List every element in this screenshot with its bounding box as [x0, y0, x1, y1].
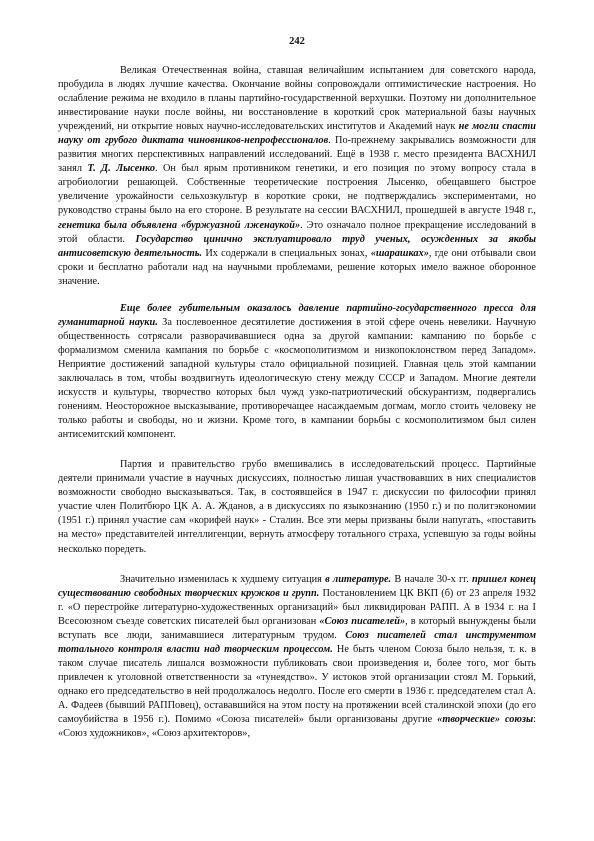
paragraph-humanities: [58, 302, 536, 442]
paragraph-literature: [58, 573, 536, 742]
text-run: , в который вынуждены были вступать все люди, занимавшиеся литературным трудом.: [58, 615, 536, 641]
text-run: За послевоенное десятилетие достижения в этой сфере очень невелики. Научную общественность сотрясали разворачивавшиеся одна за другой кампании: кампанию по борьбе с формализмом сменила кампания по борьбе с «космополитизмом и низкопоклонством перед Западом». Неприятие достижений западной культуры стало официальной позицией. Главная цель этой кампании заключалась в том, чтобы воздвигнуть идеологическую стену между СССР и Западом. Многие деятели искусств и культуры, творчество которых был чужд узко-патриотический обскурантизм, подвергались гонениям. Неосторожное высказывание, противоречащее насаждаемым догмам, могло стоить человеку не только работы и свободы, но и жизни. Кроме того, в кампании борьбы с космополитизмом был силен антисемитский компонент.: [58, 316, 536, 441]
emphasis: Еще более губительным оказалось давление партийно-государственного пресса для гуманитарной науки.: [58, 302, 536, 328]
paragraph-party-interference: Партия и правительство грубо вмешивались в исследовательский процесс. Партийные деятели принимали участие в научных дискуссиях, полностью лишая участвовавших в них специалистов возможности свободно высказываться. Так, в состоявшейся в 1947 г. дискуссии по философии принял участие член Политбюро ЦК А. А. Жданов, а в дискуссиях по языкознанию (1950 г.) и по политэкономии (1951 г.) принял участие сам «корифей наук» - Сталин. Все эти меры призваны были напугать, «поставить на место» представителей интеллигенции, вернуть атмосферу тотального страха, успевшую за годы войны несколько поредеть.: [58, 459, 536, 555]
emphasis: «шарашках»: [370, 247, 429, 259]
text-run: Значительно изменилась к худшему ситуация: [120, 573, 326, 585]
text-run: Их содержали в специальных зонах,: [202, 247, 371, 259]
page-number: 242: [289, 36, 305, 47]
text-run: В начале 30-х гг.: [391, 573, 473, 585]
text-run: Великая Отечественная война, ставшая величайшим испытанием для советского народа, пробудила в людях лучшие качества. Окончание войны сопровождали оптимистические настроения. Но ослабление режима не входило в планы партийно-государственной верхушки. Поэтому ни дополнительное инвестирование науки после войны, ни восстановление в короткий срок материальной базы научных учреждений, ни открытие новых научно-исследовательских институтов и Академий наук: [58, 65, 536, 133]
paragraph-war-and-science: [58, 64, 536, 289]
text-run: Постановлением ЦК ВКП (б) от 23 апреля 1932 г. «О перестройке литературно-художественных организаций» был ликвидирован РАПП. А в 1934 г. на I Всесоюзном съезде советских писателей был организован: [58, 587, 536, 627]
text-run: . По-прежнему закрывались возможности для развития многих перспективных направлений исследований. Ещё в 1938 г. место президента ВАСХНИЛ занял: [58, 135, 536, 175]
emphasis: Государство цинично эксплуатировало труд ученых, осужденных за якобы антисоветскую деятельность.: [58, 233, 536, 259]
document-body: [58, 64, 536, 741]
emphasis: пришел конец существованию свободных творческих кружков и групп.: [58, 573, 536, 599]
emphasis: «Союз писателей»: [319, 615, 406, 627]
emphasis: «творческие» союзы: [437, 714, 534, 726]
text-run: , где они отбывали свои сроки и бесплатно работали над на научными проблемами, решение которых имело важное оборонное значение.: [58, 247, 536, 287]
text-run: . Это означало полное прекращение исследований в этой области.: [58, 219, 536, 245]
emphasis: генетика была объявлена «буржуазной лженаукой»: [58, 219, 301, 231]
emphasis: не могли спасти науку от грубого диктата чиновников-непрофессионалов: [58, 121, 536, 147]
emphasis: Т. Д. Лысенко: [87, 163, 155, 175]
text-run: : «Союз художников», «Союз архитекторов»,: [58, 714, 536, 740]
text-run: Не быть членом Союза было нельзя, т. к. в таком случае писатель лишался возможности публиковать свои произведения и, более того, мог быть привлечен к уголовной ответственности за «тунеядство». У истоков этой организации стоял М. Горький, однако его председательство в ней продолжалось недолго. После его смерти в 1936 г. председателем стал А. А. Фадеев (бывший РАППовец), остававшийся на этом посту на протяжении всей сталинской эпохи (до его самоубийства в 1956 г.). Помимо «Союза писателей» были организованы другие: [58, 643, 536, 726]
emphasis: в литературе.: [325, 573, 392, 585]
text-run: . Он был ярым противником генетики, и его позиция по этому вопросу стала в агробиологии решающей. Собственные теоретические построения Лысенко, обещавшего быстрое увеличение урожайности сельхозкультур в короткие сроки, не подтверждались экспериментами, но руководство страны было на его стороне. В результате на сессии ВАСХНИЛ, прошедшей в августе 1948 г.,: [58, 163, 536, 217]
emphasis: Союз писателей стал инструментом тотального контроля власти над творческим процессом.: [58, 629, 537, 655]
